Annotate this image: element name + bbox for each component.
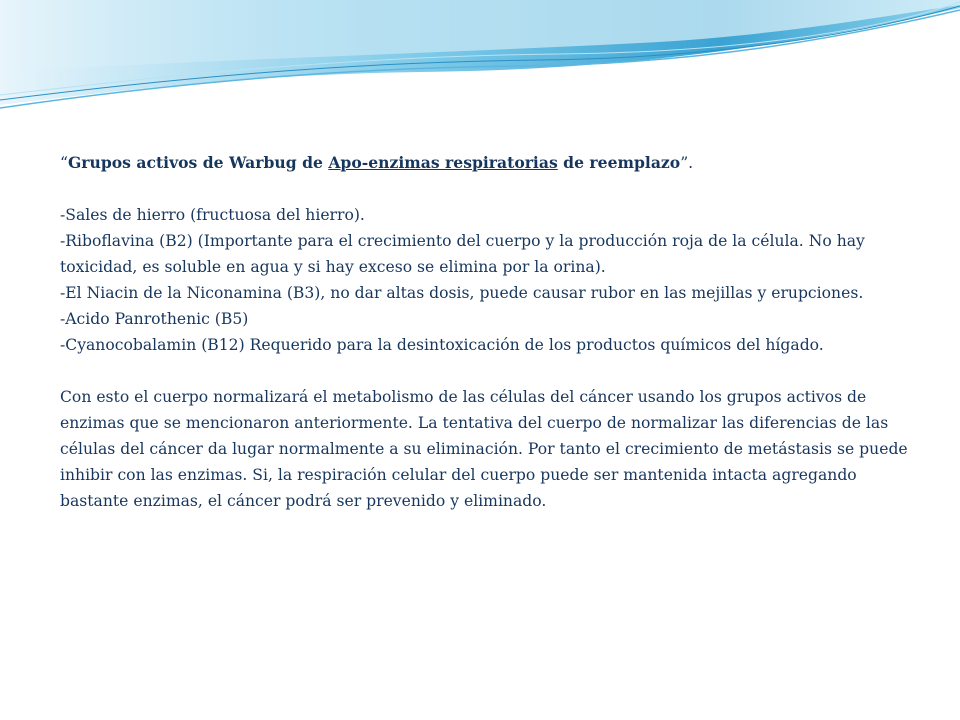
bullet-niacin: -El Niacin de la Niconamina (B3), no dar altas dosis, puede causar rubor en las mejillas y erupciones. bbox=[60, 284, 864, 302]
header-wave-decoration bbox=[0, 0, 960, 120]
slide-body bbox=[60, 150, 910, 514]
bullet-pantothenic: -Acido Panrothenic (B5) bbox=[60, 310, 249, 328]
close-quote: ”. bbox=[680, 154, 694, 172]
open-quote: “ bbox=[60, 154, 68, 172]
heading-part-1: Grupos activos de Warbug de bbox=[67, 153, 329, 172]
spacer bbox=[60, 358, 910, 384]
heading-part-2: de reemplazo bbox=[557, 153, 681, 172]
bullet-cyanocobalamin: -Cyanocobalamin (B12) Requerido para la desintoxicación de los productos químicos del hígado. bbox=[60, 336, 824, 354]
bullet-riboflavin: -Riboflavina (B2) (Importante para el crecimiento del cuerpo y la producción roja de la célula. No hay toxicidad, es soluble en agua y si hay exceso se elimina por la orina). bbox=[60, 232, 865, 276]
spacer bbox=[60, 176, 910, 202]
conclusion-paragraph: Con esto el cuerpo normalizará el metabolismo de las células del cáncer usando los grupos activos de enzimas que se mencionaron anteriormente. La tentativa del cuerpo de normalizar las diferencias de las células del cáncer da lugar normalmente a su eliminación. Por tanto el crecimiento de metástasis se puede inhibir con las enzimas. Si, la respiración celular del cuerpo puede ser mantenida intacta agregando bastante enzimas, el cáncer podrá ser prevenido y eliminado. bbox=[60, 388, 908, 510]
heading-underlined-term: Apo-enzimas respiratorias bbox=[328, 153, 558, 172]
bullet-iron-salts: -Sales de hierro (fructuosa del hierro). bbox=[60, 206, 365, 224]
slide-heading bbox=[60, 150, 910, 176]
